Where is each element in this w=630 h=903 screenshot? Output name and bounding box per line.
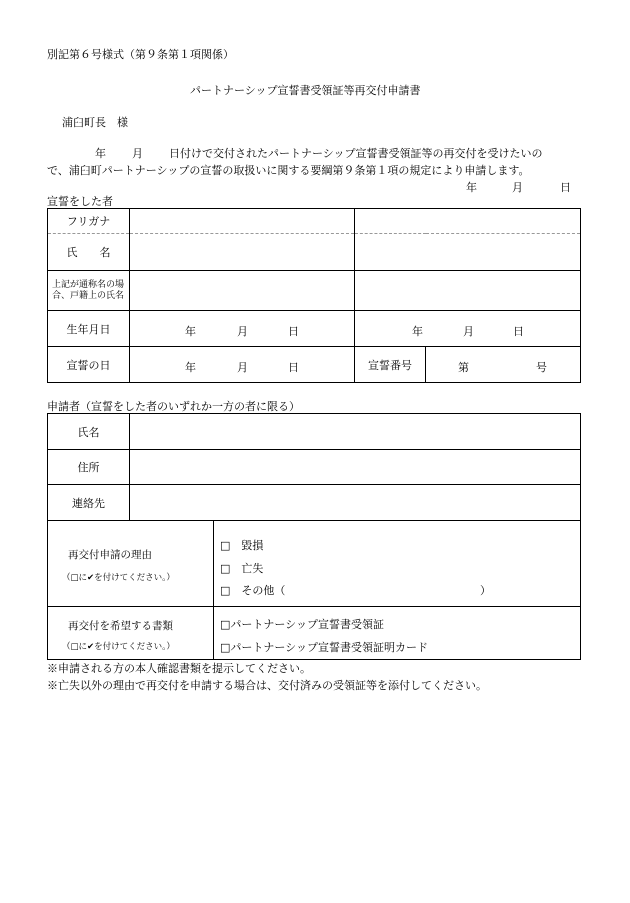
birth1-year: 年: [185, 325, 196, 338]
reason-check-note: （□に✔を付けてください。）: [62, 573, 175, 583]
reason-lost-checkbox[interactable]: □ 亡失: [220, 562, 264, 575]
oath-no-dai: 第: [458, 361, 469, 374]
legal-name-field-2[interactable]: [355, 271, 581, 311]
birth1-day: 日: [288, 325, 299, 338]
reason-other-checkbox[interactable]: □ その他（: [220, 584, 286, 597]
birth1-month: 月: [237, 325, 248, 338]
furigana-field-1[interactable]: [130, 209, 355, 234]
date-year: 年: [466, 181, 477, 194]
applicant-table: [47, 413, 581, 660]
note-1: ※申請される方の本人確認書類を提示してください。: [47, 662, 311, 675]
name-field-2[interactable]: [355, 234, 581, 271]
reason-options: [214, 521, 581, 607]
furigana-label: フリガナ: [48, 209, 130, 234]
applicant-address-field[interactable]: [130, 450, 581, 485]
applicant-contact-label: 連絡先: [48, 485, 130, 521]
section2-heading: 申請者（宣誓をした者のいずれか一方の者に限る）: [47, 400, 300, 413]
name-field-1[interactable]: [130, 234, 355, 271]
name-label: 氏 名: [48, 234, 130, 271]
oath-date-field[interactable]: [130, 347, 355, 383]
oath-year: 年: [185, 361, 196, 374]
addressee: 浦臼町長 様: [62, 116, 128, 129]
section1-heading: 宣誓をした者: [47, 195, 113, 208]
doc-check-note: （□に✔を付けてください。）: [62, 642, 175, 652]
date-month: 月: [512, 181, 523, 194]
intro-line1: 日付けで交付されたパートナーシップ宣誓書受領証等の再交付を受けたいの: [169, 147, 543, 160]
birth-label: 生年月日: [48, 311, 130, 347]
alias-note-label: 上記が通称名の場合、戸籍上の氏名: [48, 271, 130, 311]
reason-label-cell: [48, 521, 214, 607]
legal-name-field-1[interactable]: [130, 271, 355, 311]
reason-label: 再交付申請の理由: [68, 549, 152, 561]
furigana-field-2[interactable]: [355, 209, 581, 234]
oath-day: 日: [288, 361, 299, 374]
doc-label: 再交付を希望する書類: [68, 620, 173, 632]
oath-month: 月: [237, 361, 248, 374]
birth-field-2[interactable]: [355, 311, 581, 347]
oath-date-label: 宣誓の日: [48, 347, 130, 383]
birth2-month: 月: [463, 325, 474, 338]
document-title: パートナーシップ宣誓書受領証等再交付申請書: [190, 84, 421, 97]
applicant-address-label: 住所: [48, 450, 130, 485]
oath-number-label: 宣誓番号: [355, 347, 426, 383]
note-2: ※亡失以外の理由で再交付を申請する場合は、交付済みの受領証等を添付してください。: [47, 679, 487, 692]
reason-other-close-paren: ）: [480, 584, 491, 597]
intro-month: 月: [132, 147, 143, 160]
date-day: 日: [560, 181, 571, 194]
birth-field-1[interactable]: [130, 311, 355, 347]
applicant-name-field[interactable]: [130, 414, 581, 450]
oath-no-go: 号: [536, 361, 547, 374]
oath-number-field[interactable]: [426, 347, 581, 383]
doc-label-cell: [48, 607, 214, 660]
applicant-name-label: 氏名: [48, 414, 130, 450]
doc-options: [214, 607, 581, 660]
doc-certificate-checkbox[interactable]: □パートナーシップ宣誓書受領証: [220, 618, 384, 631]
birth2-day: 日: [513, 325, 524, 338]
oath-taker-table: [47, 208, 581, 383]
intro-line2: で、浦臼町パートナーシップの宣誓の取扱いに関する要綱第９条第１項の規定により申請します。: [47, 164, 530, 177]
intro-year: 年: [95, 147, 106, 160]
applicant-contact-field[interactable]: [130, 485, 581, 521]
doc-card-checkbox[interactable]: □パートナーシップ宣誓書受領証明カード: [220, 641, 428, 654]
birth2-year: 年: [412, 325, 423, 338]
form-number: 別記第６号様式（第９条第１項関係）: [47, 48, 234, 61]
reason-damage-checkbox[interactable]: □ 毀損: [220, 539, 264, 552]
